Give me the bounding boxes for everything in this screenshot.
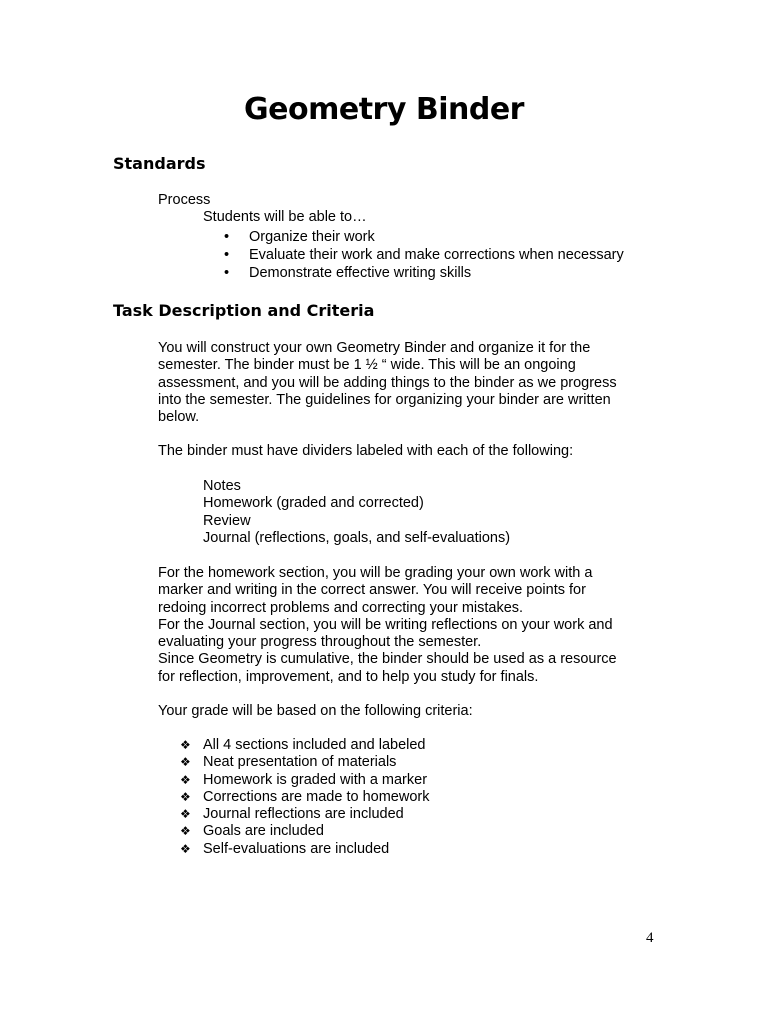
criteria-item xyxy=(180,737,429,754)
intro-line: into the semester. The guidelines for organizing your binder are written xyxy=(158,391,611,408)
intro-line: You will construct your own Geometry Binder and organize it for the xyxy=(158,340,591,356)
page-number: 4 xyxy=(646,930,654,946)
standards-list xyxy=(224,228,624,282)
standards-item-text: Demonstrate effective writing skills xyxy=(249,265,472,281)
bullet-icon: • xyxy=(224,265,230,281)
bullet-icon: • xyxy=(224,229,230,245)
journal-line: For the Journal section, you will be writing reflections on your work and xyxy=(158,616,613,633)
journal-line: evaluating your progress throughout the semester. xyxy=(158,634,482,651)
criteria-list xyxy=(180,737,429,858)
standards-item-text: Evaluate their work and make corrections when necessary xyxy=(249,247,624,263)
criteria-item-text: Self-evaluations are included xyxy=(203,840,390,857)
criteria-item-text: Goals are included xyxy=(203,823,324,840)
diamond-bullet-icon: ❖ xyxy=(180,807,191,822)
dividers-intro: The binder must have dividers labeled with each of the following: xyxy=(158,443,574,459)
criteria-item-text: Corrections are made to homework xyxy=(203,788,430,805)
diamond-bullet-icon: ❖ xyxy=(180,755,191,770)
intro-paragraph xyxy=(158,340,648,426)
homework-line: For the homework section, you will be grading your own work with a xyxy=(158,565,593,581)
criteria-item xyxy=(180,806,429,823)
intro-line: semester. The binder must be 1 ½ “ wide. This will be an ongoing xyxy=(158,357,576,374)
criteria-item-text: Neat presentation of materials xyxy=(203,754,397,771)
standards-item-text: Organize their work xyxy=(249,229,375,245)
criteria-item-text: Homework is graded with a marker xyxy=(203,771,428,788)
diamond-bullet-icon: ❖ xyxy=(180,772,191,787)
standards-item xyxy=(224,246,624,264)
criteria-item xyxy=(180,789,429,806)
criteria-item xyxy=(180,754,429,771)
cumulative-line: Since Geometry is cumulative, the binder should be used as a resource xyxy=(158,651,617,668)
criteria-item xyxy=(180,823,429,840)
criteria-item xyxy=(180,841,429,858)
criteria-item-text: Journal reflections are included xyxy=(203,806,404,823)
criteria-item-text: All 4 sections included and labeled xyxy=(203,737,426,753)
divider-item: Homework (graded and corrected) xyxy=(203,495,424,512)
diamond-bullet-icon: ❖ xyxy=(180,824,191,839)
divider-item: Notes xyxy=(203,478,241,494)
task-heading: Task Description and Criteria xyxy=(113,301,375,320)
homework-line: marker and writing in the correct answer. You will receive points for xyxy=(158,582,586,599)
intro-line: below. xyxy=(158,409,200,426)
dividers-list xyxy=(203,478,510,547)
standards-item xyxy=(224,264,624,282)
criteria-intro: Your grade will be based on the following criteria: xyxy=(158,703,473,719)
process-label: Process xyxy=(158,192,211,208)
homework-line: redoing incorrect problems and correcting your mistakes. xyxy=(158,599,524,616)
cumulative-line: for reflection, improvement, and to help you study for finals. xyxy=(158,668,539,685)
diamond-bullet-icon: ❖ xyxy=(180,789,191,804)
students-intro: Students will be able to… xyxy=(203,209,367,225)
standards-item xyxy=(224,228,624,246)
diamond-bullet-icon: ❖ xyxy=(180,738,191,752)
standards-heading: Standards xyxy=(113,154,206,173)
intro-line: assessment, and you will be adding things to the binder as we progress xyxy=(158,374,617,391)
divider-item: Review xyxy=(203,512,251,529)
diamond-bullet-icon: ❖ xyxy=(180,841,191,856)
homework-paragraph xyxy=(158,565,648,686)
bullet-icon: • xyxy=(224,247,230,263)
page-title: Geometry Binder xyxy=(244,92,524,127)
criteria-item xyxy=(180,772,429,789)
divider-item: Journal (reflections, goals, and self-evaluations) xyxy=(203,529,511,546)
